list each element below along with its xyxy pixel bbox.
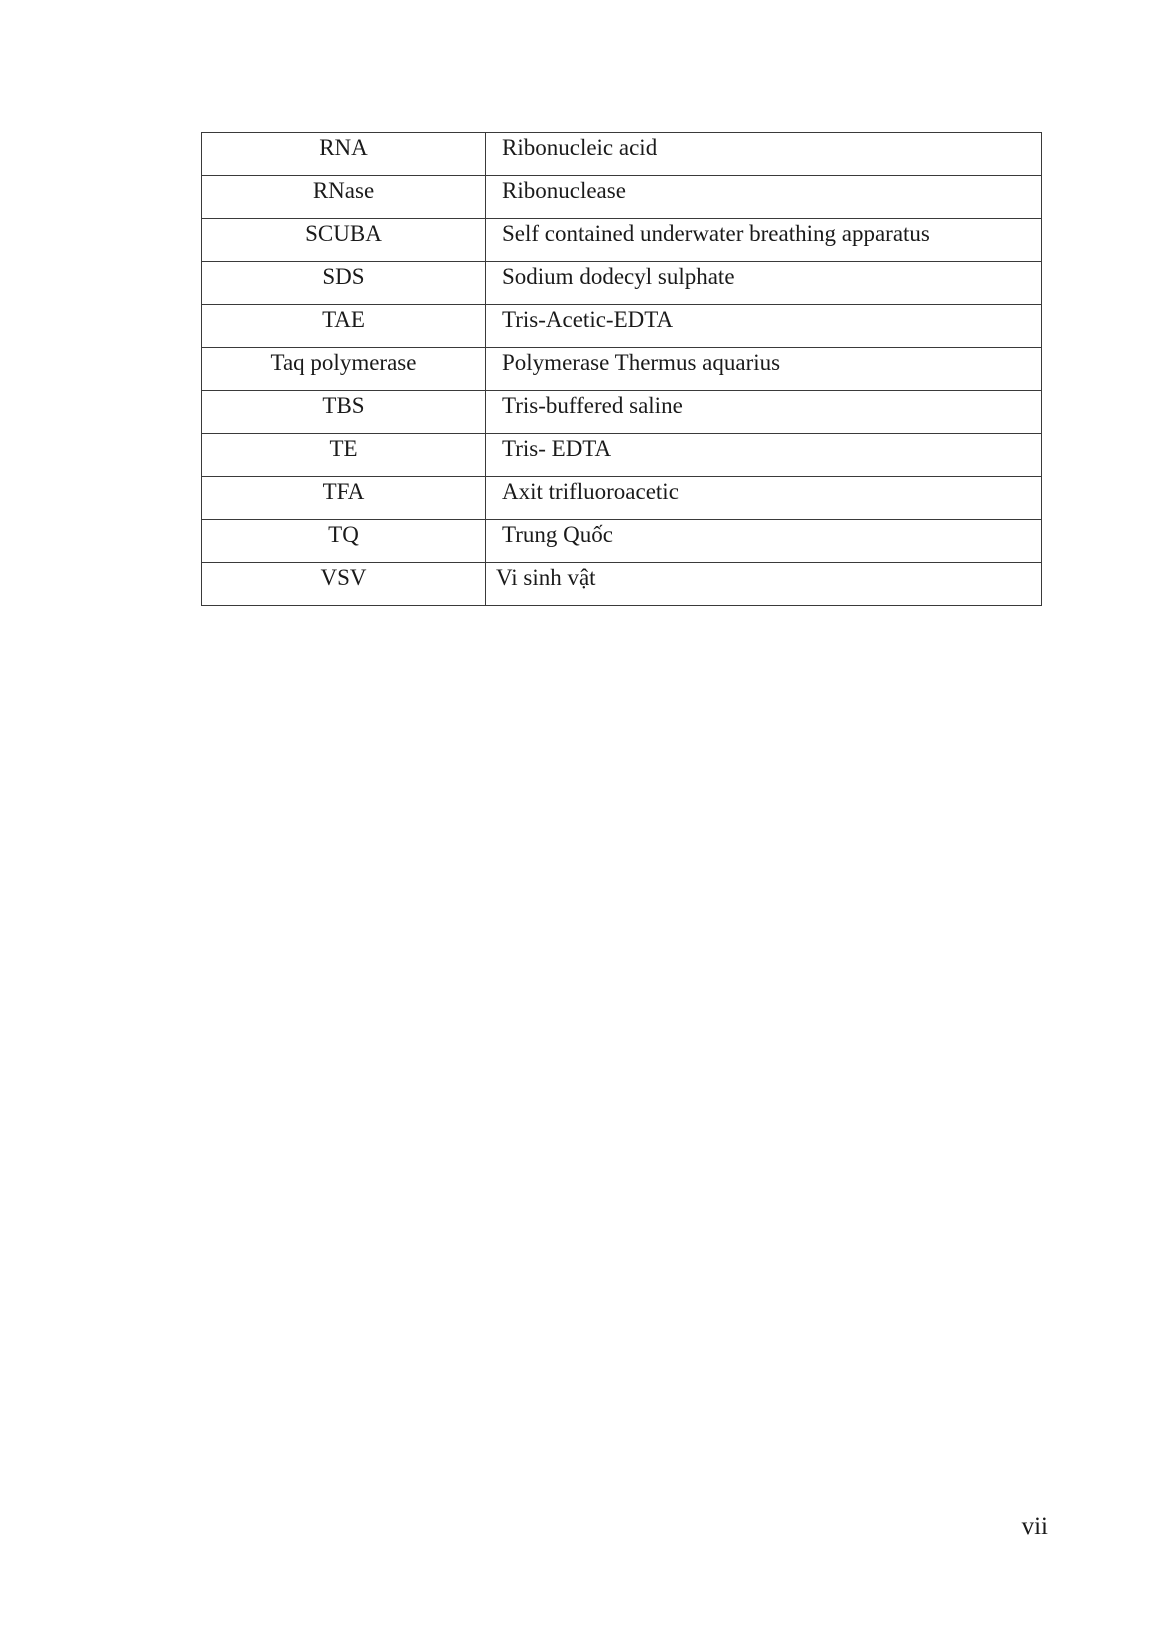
meaning-cell: Axit trifluoroacetic: [486, 477, 1042, 520]
abbreviation-cell: VSV: [202, 563, 486, 606]
meaning-cell: Tris-Acetic-EDTA: [486, 305, 1042, 348]
abbreviation-cell: TFA: [202, 477, 486, 520]
meaning-cell: Ribonuclease: [486, 176, 1042, 219]
meaning-cell: Self contained underwater breathing apparatus: [486, 219, 1042, 262]
table-row: [202, 176, 1042, 219]
table-row: [202, 348, 1042, 391]
table-row: [202, 305, 1042, 348]
abbreviation-cell: TAE: [202, 305, 486, 348]
table-row: [202, 563, 1042, 606]
table-row: [202, 219, 1042, 262]
meaning-cell: Tris- EDTA: [486, 434, 1042, 477]
abbreviation-cell: RNase: [202, 176, 486, 219]
abbreviation-cell: Taq polymerase: [202, 348, 486, 391]
abbreviation-cell: SCUBA: [202, 219, 486, 262]
table-row: [202, 133, 1042, 176]
abbreviation-table: [201, 132, 1042, 606]
abbreviation-cell: TBS: [202, 391, 486, 434]
meaning-cell: Sodium dodecyl sulphate: [486, 262, 1042, 305]
meaning-cell: Tris-buffered saline: [486, 391, 1042, 434]
abbreviation-cell: SDS: [202, 262, 486, 305]
table-row: [202, 391, 1042, 434]
table-row: [202, 262, 1042, 305]
abbreviation-cell: RNA: [202, 133, 486, 176]
abbreviation-cell: TE: [202, 434, 486, 477]
meaning-cell: Ribonucleic acid: [486, 133, 1042, 176]
meaning-cell: Polymerase Thermus aquarius: [486, 348, 1042, 391]
table-row: [202, 477, 1042, 520]
page-number: vii: [1021, 1513, 1048, 1540]
abbreviation-cell: TQ: [202, 520, 486, 563]
meaning-cell: Trung Quốc: [486, 520, 1042, 563]
table-row: [202, 520, 1042, 563]
meaning-cell: Vi sinh vật: [486, 563, 1042, 606]
table-row: [202, 434, 1042, 477]
